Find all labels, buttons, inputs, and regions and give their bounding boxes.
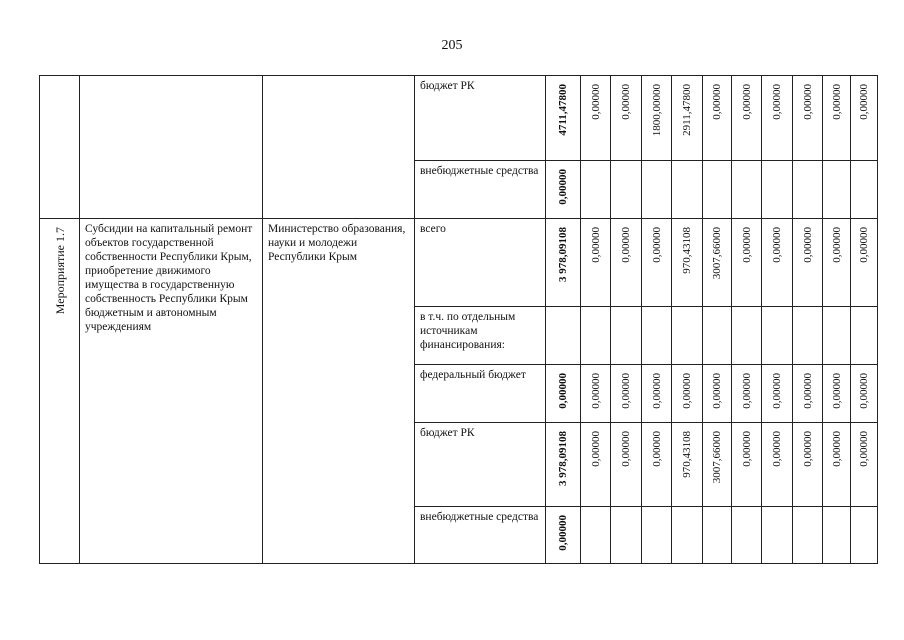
total-value-cell (546, 307, 581, 365)
year-value-cell (793, 507, 823, 564)
year-value-cell (581, 423, 611, 507)
year-value-cell (793, 307, 823, 365)
amount-value: 0,00000 (801, 84, 814, 120)
amount-value: 0,00000 (830, 84, 843, 120)
budget-table (39, 75, 878, 564)
year-value-cell (642, 76, 672, 161)
prev-event-blank-cell (40, 76, 80, 219)
amount-value: 0,00000 (740, 84, 753, 120)
amount-value: 0,00000 (740, 431, 753, 467)
year-value-cell (581, 507, 611, 564)
funding-source-cell (415, 507, 546, 564)
year-value-cell (762, 423, 793, 507)
prev-event-blank-cell (80, 76, 263, 219)
amount-value: 0,00000 (801, 227, 814, 263)
year-value-cell (581, 219, 611, 307)
total-value-cell (546, 161, 581, 219)
year-value-cell (851, 76, 878, 161)
year-value-cell (823, 307, 851, 365)
amount-value: 3 978,09108 (557, 227, 569, 282)
total-value-cell (546, 365, 581, 423)
funding-source-cell (415, 219, 546, 307)
amount-value: 0,00000 (650, 227, 663, 263)
year-value-cell (672, 507, 703, 564)
year-value-cell (672, 365, 703, 423)
page-number: 205 (441, 38, 463, 53)
funding-source: бюджет РК (420, 80, 475, 92)
year-value-cell (642, 219, 672, 307)
funding-source: в т.ч. по отдельным источникам финансирования: (420, 311, 516, 351)
year-value-cell (762, 365, 793, 423)
amount-value: 4711,47800 (557, 84, 569, 136)
amount-value: 0,00000 (650, 373, 663, 409)
year-value-cell (732, 161, 762, 219)
funding-source-cell (415, 307, 546, 365)
year-value-cell (851, 161, 878, 219)
funding-source: внебюджетные средства (420, 165, 539, 177)
table-row (40, 219, 878, 307)
funding-source-cell (415, 76, 546, 161)
event-name-cell (80, 219, 263, 564)
year-value-cell (762, 76, 793, 161)
year-value-cell (611, 161, 642, 219)
year-value-cell (581, 76, 611, 161)
year-value-cell (672, 161, 703, 219)
year-value-cell (823, 507, 851, 564)
year-value-cell (762, 219, 793, 307)
year-value-cell (762, 507, 793, 564)
year-value-cell (823, 423, 851, 507)
amount-value: 0,00000 (620, 431, 632, 467)
year-value-cell (642, 507, 672, 564)
amount-value: 0,00000 (858, 431, 870, 467)
amount-value: 0,00000 (589, 227, 602, 263)
funding-source: бюджет РК (420, 427, 475, 439)
total-value-cell (546, 219, 581, 307)
year-value-cell (581, 365, 611, 423)
year-value-cell (851, 423, 878, 507)
year-value-cell (703, 307, 732, 365)
year-value-cell (642, 365, 672, 423)
event-executor-cell (263, 219, 415, 564)
amount-value: 0,00000 (858, 227, 870, 263)
year-value-cell (703, 365, 732, 423)
year-value-cell (732, 219, 762, 307)
amount-value: 1800,00000 (650, 84, 663, 137)
total-value-cell (546, 76, 581, 161)
funding-source-cell (415, 423, 546, 507)
year-value-cell (823, 76, 851, 161)
funding-source: федеральный бюджет (420, 369, 526, 381)
year-value-cell (611, 219, 642, 307)
amount-value: 0,00000 (771, 227, 783, 263)
year-value-cell (851, 365, 878, 423)
year-value-cell (672, 423, 703, 507)
year-value-cell (851, 507, 878, 564)
year-value-cell (762, 161, 793, 219)
year-value-cell (611, 365, 642, 423)
total-value-cell (546, 507, 581, 564)
prev-event-blank-cell (263, 76, 415, 219)
amount-value: 0,00000 (858, 84, 870, 120)
year-value-cell (732, 507, 762, 564)
year-value-cell (672, 76, 703, 161)
amount-value: 970,43108 (681, 431, 693, 478)
year-value-cell (732, 76, 762, 161)
year-value-cell (851, 307, 878, 365)
event-executor: Министерство образования, науки и молодежи Республики Крым (268, 223, 406, 263)
year-value-cell (793, 76, 823, 161)
amount-value: 0,00000 (801, 373, 814, 409)
amount-value: 0,00000 (711, 373, 723, 409)
amount-value: 3007,66000 (711, 227, 723, 280)
funding-source-cell (415, 365, 546, 423)
year-value-cell (703, 219, 732, 307)
year-value-cell (642, 161, 672, 219)
amount-value: 0,00000 (557, 169, 569, 205)
event-name: Субсидии на капитальный ремонт объектов государственной собственности Республики Крым, приобретение движимого имущества в государственную собственность Республики Крым бюджетным и автономным учреждениям (85, 223, 253, 333)
year-value-cell (581, 161, 611, 219)
year-value-cell (703, 76, 732, 161)
amount-value: 0,00000 (589, 84, 602, 120)
year-value-cell (851, 219, 878, 307)
amount-value: 0,00000 (830, 227, 843, 263)
total-value-cell (546, 423, 581, 507)
funding-source: внебюджетные средства (420, 511, 539, 523)
funding-source: всего (420, 223, 446, 235)
amount-value: 0,00000 (771, 84, 783, 120)
year-value-cell (732, 307, 762, 365)
year-value-cell (611, 76, 642, 161)
year-value-cell (823, 365, 851, 423)
amount-value: 3007,66000 (711, 431, 723, 484)
year-value-cell (672, 307, 703, 365)
event-label: Мероприятие 1.7 (52, 227, 67, 315)
amount-value: 970,43108 (681, 227, 693, 274)
amount-value: 0,00000 (557, 373, 569, 409)
year-value-cell (611, 507, 642, 564)
year-value-cell (762, 307, 793, 365)
amount-value: 0,00000 (650, 431, 663, 467)
amount-value: 2911,47800 (681, 84, 693, 136)
year-value-cell (611, 423, 642, 507)
funding-source-cell (415, 161, 546, 219)
year-value-cell (581, 307, 611, 365)
amount-value: 0,00000 (589, 431, 602, 467)
year-value-cell (703, 161, 732, 219)
year-value-cell (732, 423, 762, 507)
amount-value: 0,00000 (620, 373, 632, 409)
year-value-cell (793, 161, 823, 219)
amount-value: 0,00000 (830, 431, 843, 467)
amount-value: 0,00000 (740, 227, 753, 263)
amount-value: 0,00000 (858, 373, 870, 409)
year-value-cell (703, 507, 732, 564)
amount-value: 0,00000 (830, 373, 843, 409)
amount-value: 0,00000 (801, 431, 814, 467)
year-value-cell (703, 423, 732, 507)
year-value-cell (793, 365, 823, 423)
year-value-cell (823, 161, 851, 219)
amount-value: 0,00000 (771, 373, 783, 409)
amount-value: 0,00000 (620, 227, 632, 263)
amount-value: 0,00000 (711, 84, 723, 120)
table-row (40, 76, 878, 161)
year-value-cell (642, 307, 672, 365)
year-value-cell (611, 307, 642, 365)
amount-value: 0,00000 (557, 515, 569, 551)
amount-value: 0,00000 (681, 373, 693, 409)
amount-value: 0,00000 (589, 373, 602, 409)
year-value-cell (793, 219, 823, 307)
amount-value: 0,00000 (771, 431, 783, 467)
year-value-cell (732, 365, 762, 423)
amount-value: 0,00000 (740, 373, 753, 409)
year-value-cell (793, 423, 823, 507)
year-value-cell (642, 423, 672, 507)
amount-value: 3 978,09108 (557, 431, 569, 486)
amount-value: 0,00000 (620, 84, 632, 120)
year-value-cell (823, 219, 851, 307)
event-label-cell (40, 219, 80, 564)
year-value-cell (672, 219, 703, 307)
